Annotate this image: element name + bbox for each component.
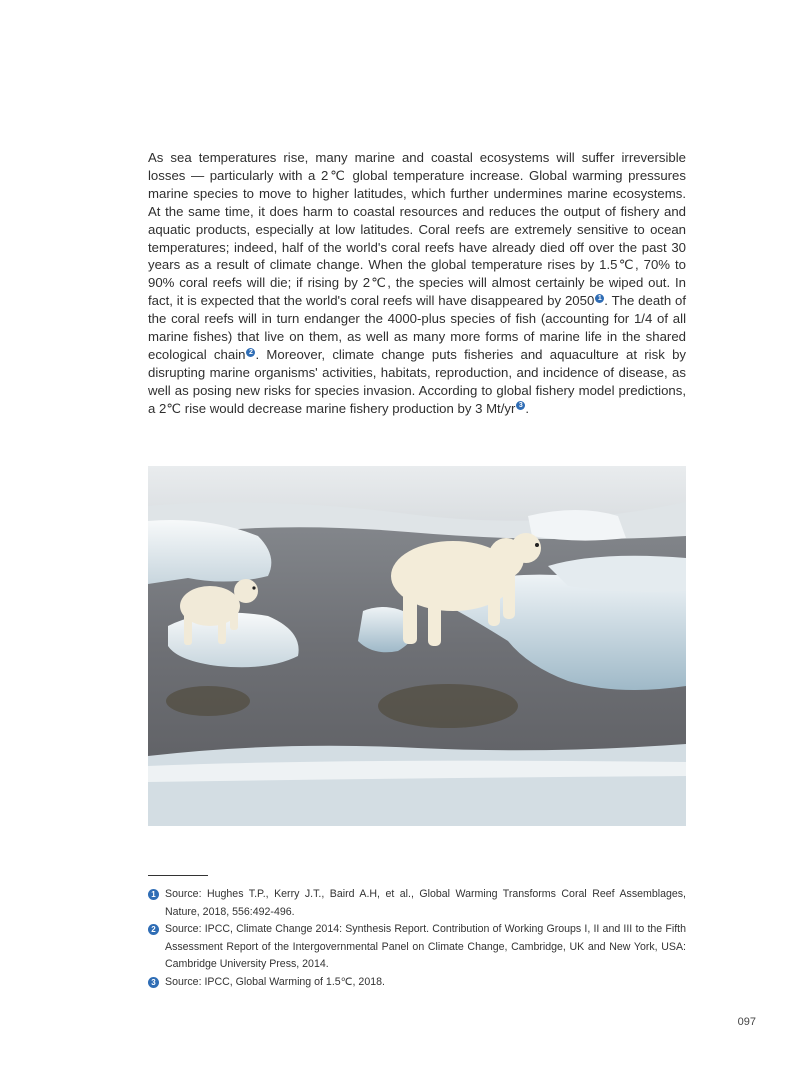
- page-number: 097: [737, 1016, 756, 1028]
- footnote-ref-2[interactable]: 2: [246, 348, 255, 357]
- footnote-text-2: Source: IPCC, Climate Change 2014: Synthesis Report. Contribution of Working Groups I, II and III to the Fifth Assessment Report of the Intergovernmental Panel on Climate Change, Cambridge, UK and New York, USA: Cambridge University Press, 2014.: [165, 923, 686, 970]
- footnote-text-1: Source: Hughes T.P., Kerry J.T., Baird A.H, et al., Global Warming Transforms Coral Reef Assemblages, Nature, 2018, 556:492-496.: [165, 888, 686, 918]
- footnote-2: [148, 921, 686, 974]
- body-text-part-3: . Moreover, climate change puts fisheries and aquaculture at risk by disrupting marine organisms' activities, habitats, reproduction, and incidence of disease, as well as posing new risks for species invasion. According to global fishery model predictions, a 2℃ rise would decrease marine fishery production by 3 Mt/yr: [148, 346, 686, 416]
- polar-bears-photo: [148, 466, 686, 826]
- body-paragraph: [148, 149, 686, 418]
- footnote-divider: [148, 875, 208, 876]
- footnote-number-3: 3: [148, 977, 159, 988]
- body-text-part-2: . The death of the coral reefs will in turn endanger the 4000-plus species of fish (accounting for 1/4 of all marine fishes) that live on them, as well as many more forms of marine life in the shared ecological chain: [148, 293, 687, 362]
- footnotes: [148, 886, 686, 991]
- footnote-3: [148, 974, 686, 992]
- footnote-text-3: Source: IPCC, Global Warming of 1.5℃, 2018.: [165, 975, 385, 988]
- body-text-part-4: .: [525, 400, 530, 416]
- footnote-ref-1[interactable]: 1: [595, 294, 604, 303]
- footnote-1: [148, 886, 686, 921]
- polar-bears-illustration: [148, 466, 686, 826]
- body-text-part-1: As sea temperatures rise, many marine and coastal ecosystems will suffer irreversible losses — particularly with a 2℃ global temperature increase. Global warming pressures marine species to move to higher latitudes, which further undermines marine ecosystems. At the same time, it does harm to coastal resources and reduces the output of fishery and aquatic products, especially at low latitudes. Coral reefs are extremely sensitive to ocean temperatures; indeed, half of the world's coral reefs have already died off over the past 30 years as a result of climate change. When the global temperature rises by 1.5℃, 70% to 90% coral reefs will die; if rising by 2℃, the species will almost certainly be wiped out. In fact, it is expected that the world's coral reefs will have disappeared by 2050: [148, 150, 686, 309]
- footnote-ref-3[interactable]: 3: [516, 401, 525, 410]
- footnote-number-2: 2: [148, 924, 159, 935]
- footnote-number-1: 1: [148, 889, 159, 900]
